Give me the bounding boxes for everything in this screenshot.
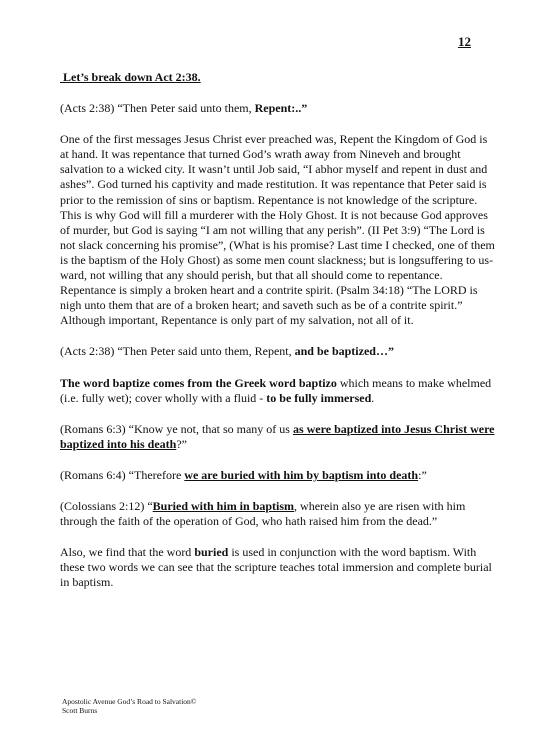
baptizo-definition: which means to make whelmed (i.e. fully wet); cover wholly with a fluid - (60, 375, 492, 405)
paragraph-acts-repent (60, 101, 495, 116)
buried-rest: is used in conjunction with the word baptism. With these two words we can see that the scripture teaches total immersion and complete burial in baptism. (60, 545, 492, 590)
paragraph-repentance: One of the first messages Jesus Christ ever preached was, Repent the Kingdom of God is at hand. It was repentance that turned God’s wrath away from Nineveh and brought salvation to a wicked city. It wasn’t until Job said, “I abhor myself and repent in dust and ashes”. God turned his captivity and made restitution. It was repentance that Peter said is prior to the remission of sins or baptism. Repentance is not knowledge of the scripture. This is why God will fill a murderer with the Holy Ghost. It is not because God approves of murder, but God is saying “I am not willing that any perish”. (II Pet 3:9) “The Lord is not slack concerning his promise”, (What is his promise? Last time I checked, one of them is the baptism of the Holy Ghost) as some men count slackness; but is longsuffering to us-ward, not willing that any should perish, but that all should come to repentance. Repentance is simply a broken heart and a contrite spirit. (Psalm 34:18) “The LORD is nigh unto them that are of a broken heart; and saveth such as be of a contrite spirit.” Although important, Repentance is only part of my salvation, not all of it. (60, 132, 495, 328)
colossians-rest: , wherein also ye are risen with him through the faith of the operation of God, who hath raised him from the dead.” (60, 498, 466, 529)
footer-author: Scott Burns (62, 706, 98, 715)
romans-6-4-emphasis: we are buried with him by baptism into death (184, 467, 419, 482)
colossians-emphasis: Buried with him in baptism (152, 498, 295, 513)
acts-ref-text: (Acts 2:38) “Then Peter said unto them, (60, 101, 255, 116)
repent-emphasis: Repent:..” (254, 101, 308, 116)
buried-emphasis: buried (194, 545, 229, 560)
page-number: 12 (458, 34, 471, 49)
paragraph-colossians (60, 499, 495, 529)
paragraph-romans-6-4 (60, 468, 495, 483)
acts-ref-text-2: (Acts 2:38) “Then Peter said unto them, Repent, (60, 344, 295, 359)
buried-lead: Also, we find that the word (60, 545, 195, 560)
romans-6-3-emphasis: as were baptized into Jesus Christ were baptized into his death (60, 421, 495, 451)
romans-6-3-end: ?” (176, 436, 188, 451)
romans-6-3-ref: (Romans 6:3) “Know ye not, that so many of us (60, 421, 293, 436)
footer-title: Apostolic Avenue God’s Road to Salvation© (62, 697, 197, 706)
romans-6-4-end: :” (418, 467, 427, 482)
colossians-ref: (Colossians 2:12) “ (60, 498, 153, 513)
fully-immersed-emphasis: to be fully immersed (266, 390, 372, 405)
baptizo-emphasis: The word baptize comes from the Greek word baptizo (60, 375, 337, 390)
paragraph-romans-6-3 (60, 422, 495, 452)
baptized-emphasis: and be baptized…” (294, 344, 394, 359)
section-heading: Let’s break down Act 2:38. (60, 70, 201, 84)
paragraph-baptizo (60, 376, 495, 406)
page-content (60, 70, 495, 606)
baptizo-period: . (371, 390, 375, 405)
paragraph-buried (60, 545, 495, 590)
page-footer (62, 697, 197, 715)
romans-6-4-ref: (Romans 6:4) “Therefore (60, 467, 185, 482)
paragraph-acts-baptized (60, 344, 495, 359)
